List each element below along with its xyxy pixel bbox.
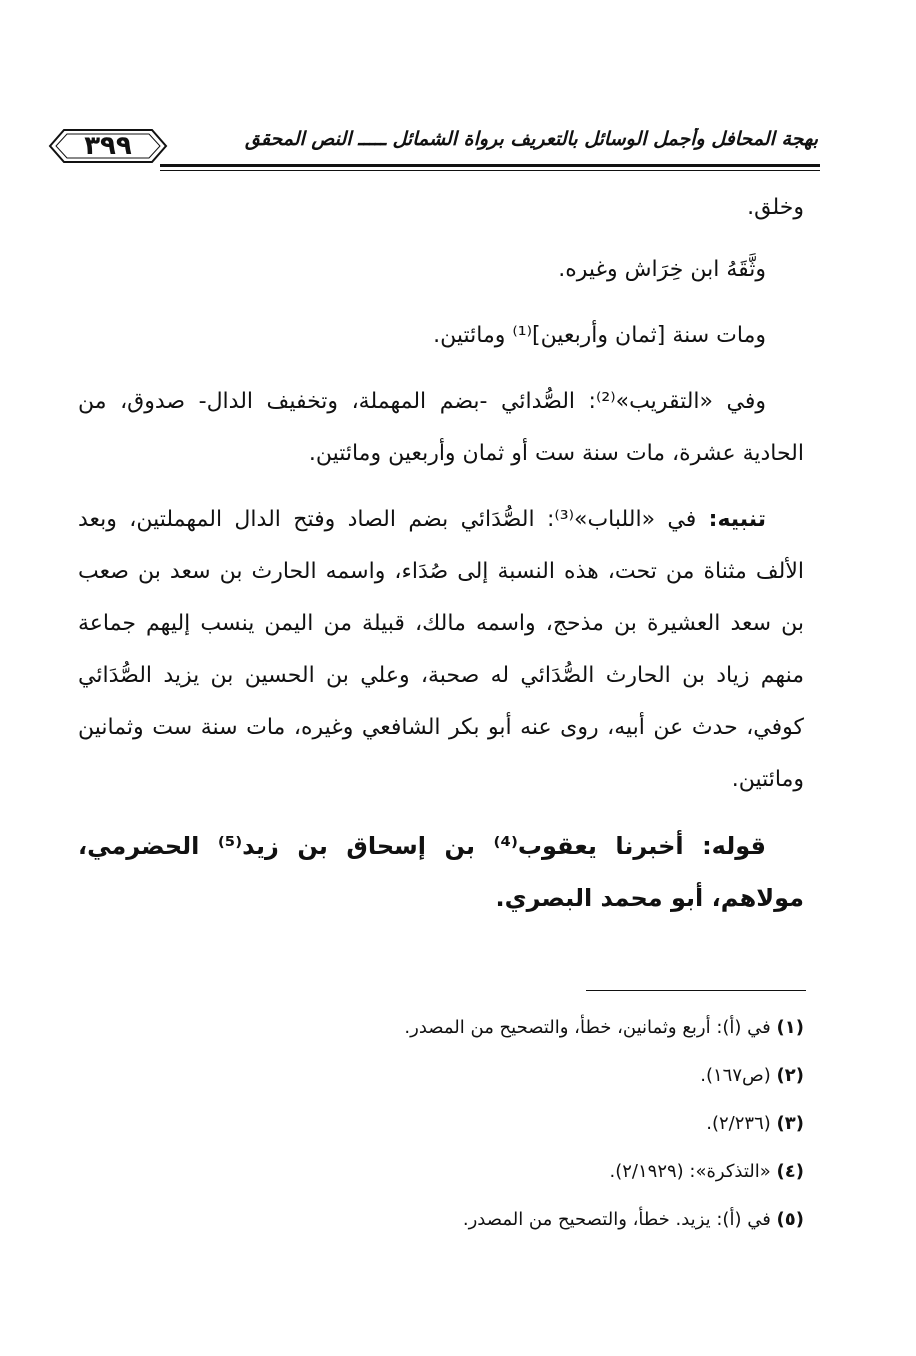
footnote-number: (٣) bbox=[776, 1113, 804, 1134]
footnote bbox=[90, 1052, 804, 1100]
paragraph: وخلق. bbox=[747, 195, 804, 220]
footnote-text: في (أ): أربع وثمانين، خطأ، والتصحيح من المصدر. bbox=[404, 1017, 771, 1038]
notice-text: في «اللباب»⁽³⁾: الصُّدَائي بضم الصاد وفتح الدال المهملتين، وبعد الألف مثناة من تحت، هذه النسبة إلى صُدَاء، واسمه الحارث بن سعد بن صعب بن سعد العشيرة بن مذحج، واسمه مالك، قبيلة من اليمن ينسب إليهم جماعة منهم زياد بن الحارث الصُّدَائي له صحبة، وعلي بن الحسين بن يزيد الصُّدَائي كوفي، حدث عن أبيه، روى عنه أبو بكر الشافعي وغيره، مات سنة ست وثمانين ومائتين. bbox=[78, 507, 804, 792]
page-header bbox=[48, 118, 818, 178]
footnote-number: (٥) bbox=[776, 1209, 804, 1230]
paragraph: وفي «التقريب»⁽²⁾: الصُّدائي -بضم المهملة، وتخفيف الدال- صدوق، من الحادية عشرة، مات سنة ست أو ثمان وأربعين ومائتين. bbox=[78, 389, 804, 466]
footnote bbox=[90, 1100, 804, 1148]
footnote bbox=[90, 1148, 804, 1196]
footnote-text: (ص١٦٧). bbox=[700, 1065, 771, 1086]
footnotes bbox=[90, 1004, 804, 1244]
running-title: بهجة المحافل وأجمل الوسائل بالتعريف برواة الشمائل ـــــ النص المحقق bbox=[245, 128, 818, 150]
footnote bbox=[90, 1004, 804, 1052]
header-rule-thin bbox=[160, 170, 820, 171]
page-number: ٣٩٩ bbox=[84, 131, 132, 161]
notice-paragraph bbox=[78, 494, 804, 806]
footnote-text: في (أ): يزيد. خطأ، والتصحيح من المصدر. bbox=[462, 1209, 771, 1230]
main-text bbox=[78, 182, 804, 938]
footnote-number: (١) bbox=[776, 1017, 804, 1038]
footnote bbox=[90, 1196, 804, 1244]
footnote-separator bbox=[586, 990, 806, 991]
header-rule bbox=[160, 164, 820, 167]
paragraph: وثَّقَهُ ابن خِرَاش وغيره. bbox=[558, 257, 766, 282]
bold-paragraph: قوله: أخبرنا يعقوب⁽⁴⁾ بن إسحاق بن زيد⁽⁵⁾ الحضرمي، مولاهم، أبو محمد البصري. bbox=[78, 832, 804, 912]
paragraph: ومات سنة [ثمان وأربعين]⁽¹⁾ ومائتين. bbox=[433, 323, 766, 348]
footnote-number: (٤) bbox=[776, 1161, 804, 1182]
footnote-number: (٢) bbox=[776, 1065, 804, 1086]
notice-label: تنبيه: bbox=[708, 507, 767, 532]
footnote-text: (٢/٢٣٦). bbox=[706, 1113, 771, 1134]
footnote-text: «التذكرة»: (٢/١٩٢٩). bbox=[609, 1161, 771, 1182]
